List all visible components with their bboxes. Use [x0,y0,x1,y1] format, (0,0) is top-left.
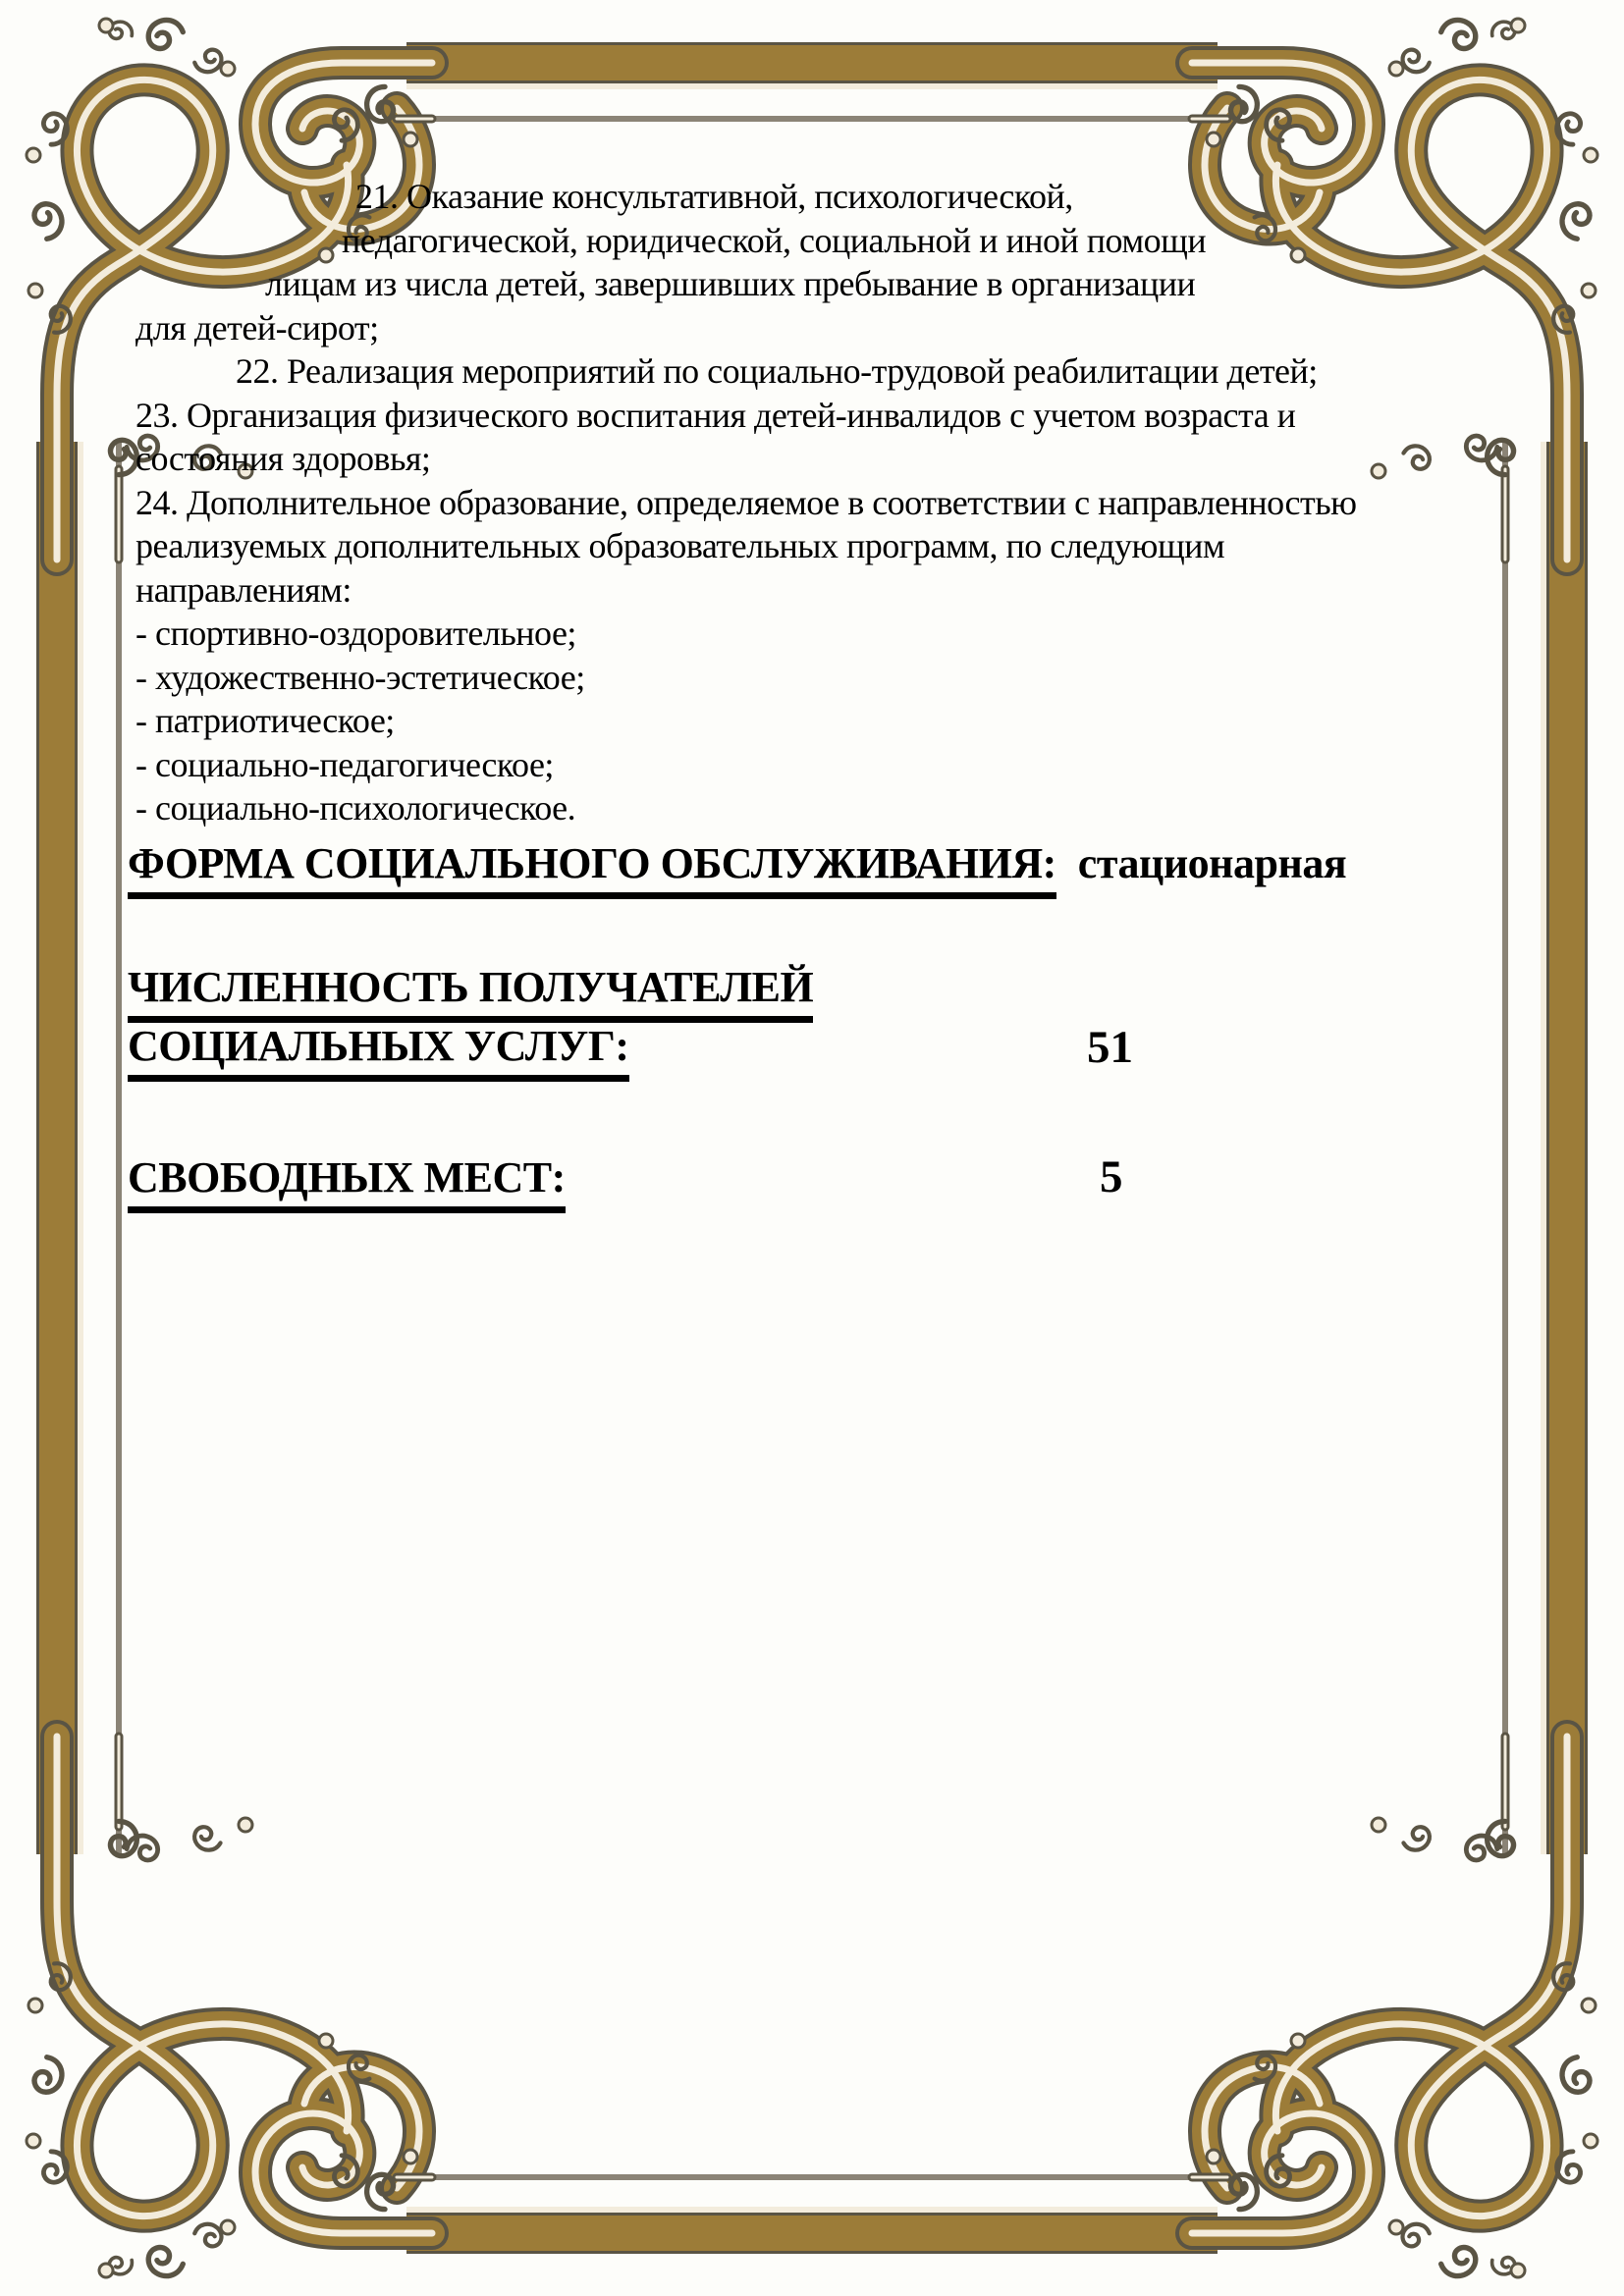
corner-ornament-bottom-left [0,1736,432,2296]
text-line: реализуемых дополнительных образовательных программ, по следующим [135,526,1225,565]
text-line: 23. Организация физического воспитания детей-инвалидов с учетом возраста и [135,395,1296,435]
text-line: 22. Реализация мероприятий по социально-трудовой реабилитации детей; [236,351,1318,391]
recipients-label-line2 [128,1021,629,1082]
text-line: 24. Дополнительное образование, определяемое в соответствии с направленностью [135,482,1357,522]
recipients-count-value: 51 [1087,1022,1133,1073]
corner-ornament-bottom-right [1192,1736,1624,2296]
text-line: для детей-сирот; [135,307,379,347]
list-item: - художественно-эстетическое; [135,657,585,697]
recipients-label-text: ЧИСЛЕННОСТЬ ПОЛУЧАТЕЛЕЙ [128,962,813,1023]
list-item: - социально-педагогическое; [135,744,554,784]
service-form-row [128,838,1346,899]
list-item: - социально-психологическое. [135,788,576,828]
text-line: состояния здоровья; [135,439,431,478]
text-line: лицам из числа детей, завершивших пребывание в организации [265,264,1196,303]
service-form-value: стационарная [1077,839,1347,887]
vacancies-count-value: 5 [1100,1151,1123,1202]
text-line: педагогической, юридической, социальной и иной помощи [342,220,1207,260]
recipients-label-text: СОЦИАЛЬНЫХ УСЛУГ: [128,1021,629,1082]
text-line: направлениям: [135,569,352,610]
service-form-label: ФОРМА СОЦИАЛЬНОГО ОБСЛУЖИВАНИЯ: [128,838,1056,899]
services-list [135,175,1490,830]
vacancies-row [128,1152,566,1213]
recipients-label-line1 [128,962,813,1023]
list-item: - патриотическое; [135,701,395,740]
list-item: - спортивно-оздоровительное; [135,614,576,653]
vacancies-label: СВОБОДНЫХ МЕСТ: [128,1152,566,1213]
text-line: 21. Оказание консультативной, психологической, [355,177,1073,216]
